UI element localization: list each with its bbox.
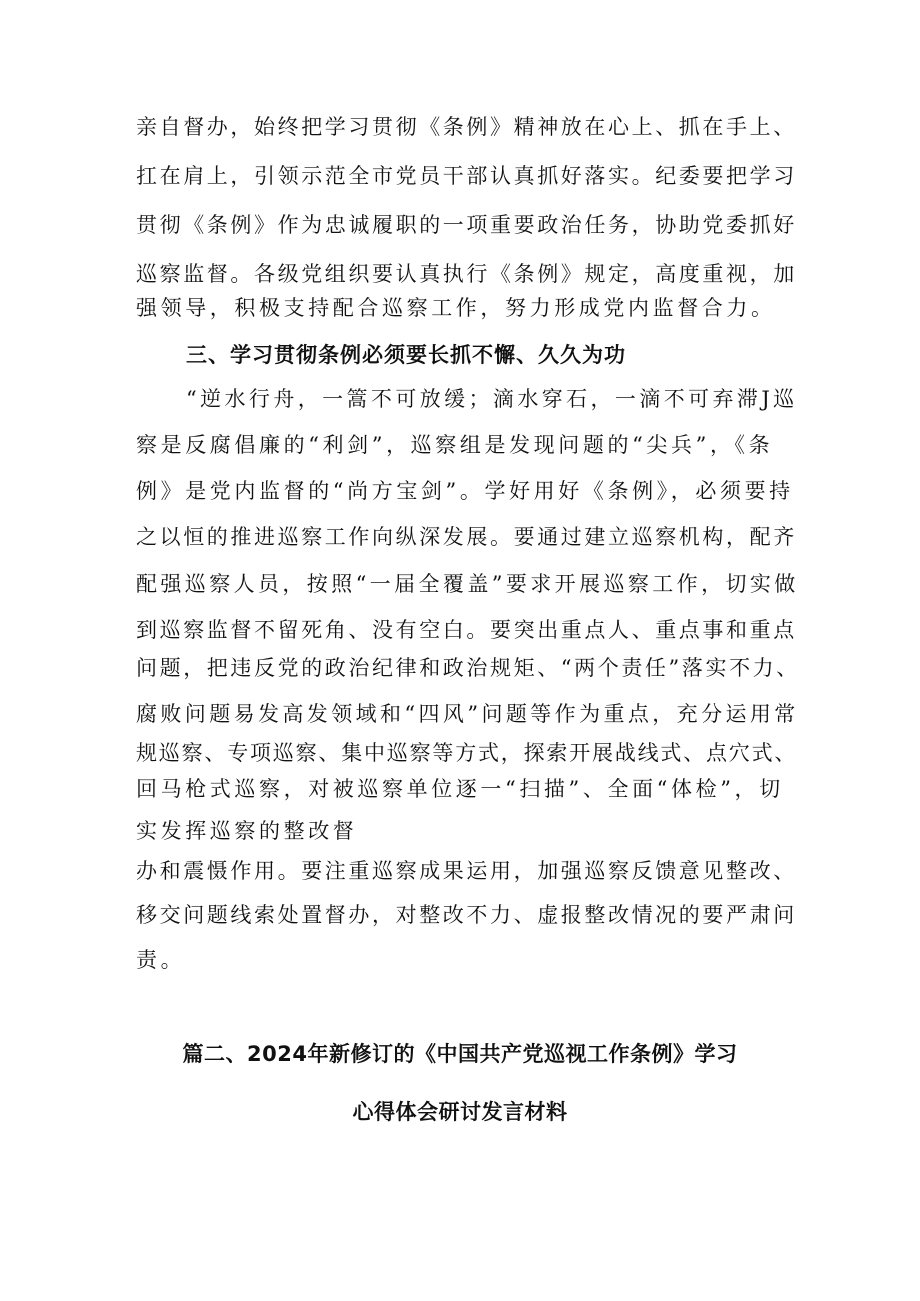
paragraph-line: 规巡察、专项巡察、集中巡察等方式，探索开展战线式、点穴式、 xyxy=(136,741,798,765)
section-heading: 三、学习贯彻条例必须要长抓不懈、久久为功 xyxy=(186,343,626,367)
paragraph-line: 腐败问题易发高发领域和“四风”问题等作为重点，充分运用常 xyxy=(136,702,799,726)
document-title-line-1: 篇二、2024年新修订的《中国共产党巡视工作条例》学习 xyxy=(182,1042,738,1066)
paragraph-line: 实发挥巡察的整改督 xyxy=(136,819,358,843)
paragraph-line: 配强巡察人员，按照“一届全覆盖”要求开展巡察工作，切实做 xyxy=(136,572,799,596)
document-title-line-2: 心得体会研讨发言材料 xyxy=(352,1100,568,1124)
paragraph-line: 强领导，积极支持配合巡察工作，努力形成党内监督合力。 xyxy=(136,296,776,320)
paragraph-line: 贯彻《条例》作为忠诚履职的一项重要政治任务，协助党委抓好 xyxy=(136,213,797,237)
paragraph-line: 到巡察监督不留死角、没有空白。要突出重点人、重点事和重点 xyxy=(136,618,797,642)
paragraph-line: 例》是党内监督的“尚方宝剑”。学好用好《条例》，必须要持 xyxy=(136,479,794,503)
paragraph-line: 责。 xyxy=(136,948,186,972)
paragraph-line: 察是反腐倡廉的“利剑”，巡察组是发现问题的“尖兵”，《条 xyxy=(136,433,774,457)
paragraph-line: 巡察监督。各级党组织要认真执行《条例》规定，高度重视，加 xyxy=(136,262,797,286)
paragraph-line: 扛在肩上，引领示范全市党员干部认真抓好落实。纪委要把学习 xyxy=(136,164,797,188)
paragraph-line: 办和震慑作用。要注重巡察成果运用，加强巡察反馈意见整改、 xyxy=(136,859,797,883)
paragraph-line: 之以恒的推进巡察工作向纵深发展。要通过建立巡察机构，配齐 xyxy=(136,525,797,549)
paragraph-line: 移交问题线索处置督办，对整改不力、虚报整改情况的要严肃问 xyxy=(136,903,797,927)
paragraph-line: 亲自督办，始终把学习贯彻《条例》精神放在心上、抓在手上、 xyxy=(136,115,797,139)
paragraph-line: 回马枪式巡察，对被巡察单位逐一“扫描”、全面“体检”，切 xyxy=(136,777,784,801)
paragraph-line: 问题，把违反党的政治纪律和政治规矩、“两个责任”落实不力、 xyxy=(136,656,800,680)
paragraph-line: “逆水行舟，一篙不可放缓；滴水穿石，一滴不可弃滞J巡 xyxy=(186,387,798,411)
